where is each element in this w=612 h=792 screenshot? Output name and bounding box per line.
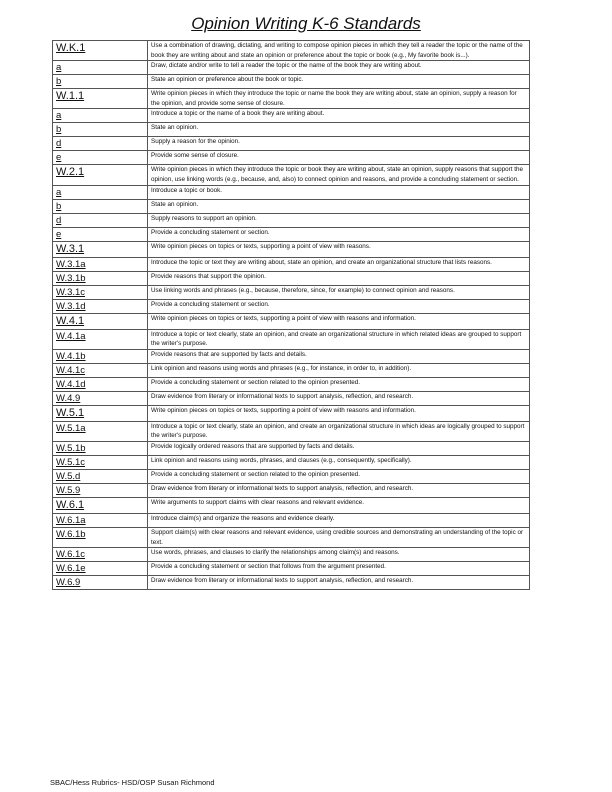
standard-description: Provide some sense of closure.	[148, 151, 530, 165]
standard-description: Use a combination of drawing, dictating, and writing to compose opinion pieces in which they tell a reader the topic or the name of the book they are writing about and state an opinion or preference about the topic or book (e.g., My favorite book is...).	[148, 41, 530, 61]
standard-description: Draw evidence from literary or informational texts to support analysis, reflection, and research.	[148, 483, 530, 497]
standard-description: Provide a concluding statement or section that follows from the argument presented.	[148, 562, 530, 576]
standard-description: Introduce a topic or text clearly, state an opinion, and create an organizational structure in which related ideas are grouped to support the writer's purpose.	[148, 329, 530, 349]
standard-code-cell	[53, 89, 148, 109]
standard-code: W.6.1e	[56, 563, 86, 575]
standard-code-cell	[53, 576, 148, 590]
standard-code-cell	[53, 241, 148, 257]
standard-code-cell	[53, 285, 148, 299]
standard-code-cell	[53, 391, 148, 405]
standard-code-cell	[53, 313, 148, 329]
table-row	[53, 576, 530, 590]
standard-code-cell	[53, 199, 148, 213]
table-row	[53, 151, 530, 165]
standard-code-cell	[53, 455, 148, 469]
standard-code-cell	[53, 271, 148, 285]
table-row	[53, 75, 530, 89]
standard-description: Link opinion and reasons using words and phrases (e.g., for instance, in order to, in addition).	[148, 363, 530, 377]
table-row	[53, 285, 530, 299]
standard-description: Link opinion and reasons using words, phrases, and clauses (e.g., consequently, specifically).	[148, 455, 530, 469]
standard-code-cell	[53, 165, 148, 185]
standard-description: Draw, dictate and/or write to tell a reader the topic or the name of the book they are writing about.	[148, 61, 530, 75]
table-row	[53, 257, 530, 271]
footer-credit: SBAC/Hess Rubrics- HSD/OSP Susan Richmond	[50, 778, 215, 787]
standard-code: W.3.1	[56, 242, 85, 255]
standard-code-cell	[53, 441, 148, 455]
standard-code: W.6.1c	[56, 549, 86, 561]
standard-code: d	[56, 138, 62, 150]
standard-code-cell	[53, 227, 148, 241]
table-row	[53, 513, 530, 527]
standard-code: W.3.1c	[56, 286, 86, 298]
standard-code-cell	[53, 109, 148, 123]
standard-code-cell	[53, 349, 148, 363]
standard-description: Provide a concluding statement or section.	[148, 227, 530, 241]
standard-description: State an opinion.	[148, 199, 530, 213]
table-row	[53, 89, 530, 109]
standard-description: State an opinion.	[148, 123, 530, 137]
standard-description: Introduce a topic or the name of a book they are writing about.	[148, 109, 530, 123]
standard-description: Provide a concluding statement or section related to the opinion presented.	[148, 377, 530, 391]
table-row	[53, 61, 530, 75]
standard-code: W.5.1a	[56, 422, 86, 434]
standard-description: Supply reasons to support an opinion.	[148, 213, 530, 227]
standard-code: W.3.1a	[56, 258, 86, 270]
table-row	[53, 377, 530, 391]
table-row	[53, 241, 530, 257]
table-row	[53, 469, 530, 483]
standard-code: W.4.1a	[56, 330, 86, 342]
table-row	[53, 227, 530, 241]
table-row	[53, 329, 530, 349]
table-row	[53, 562, 530, 576]
standard-code: W.3.1d	[56, 300, 86, 312]
table-row	[53, 199, 530, 213]
standard-code: a	[56, 186, 62, 198]
standard-code: W.4.1d	[56, 378, 86, 390]
standard-description: Write arguments to support claims with clear reasons and relevant evidence.	[148, 497, 530, 513]
standard-code-cell	[53, 562, 148, 576]
standard-code-cell	[53, 75, 148, 89]
standard-description: Draw evidence from literary or informational texts to support analysis, reflection, and research.	[148, 576, 530, 590]
table-row	[53, 421, 530, 441]
table-row	[53, 548, 530, 562]
standard-code-cell	[53, 123, 148, 137]
standard-description: Introduce a topic or text clearly, state an opinion, and create an organizational structure in which ideas are logically grouped to support the writer's purpose.	[148, 421, 530, 441]
standard-description: Support claim(s) with clear reasons and relevant evidence, using credible sources and demonstrating an understanding of the topic or text.	[148, 527, 530, 547]
standard-description: Write opinion pieces in which they introduce the topic or name the book they are writing about, state an opinion, supply a reason for the opinion, and provide some sense of closure.	[148, 89, 530, 109]
standard-code-cell	[53, 213, 148, 227]
standard-code: W.6.1a	[56, 514, 86, 526]
standard-code: a	[56, 62, 62, 74]
table-row	[53, 405, 530, 421]
standard-description: Provide logically ordered reasons that are supported by facts and details.	[148, 441, 530, 455]
table-row	[53, 123, 530, 137]
standard-code-cell	[53, 377, 148, 391]
standard-code: W.4.1	[56, 314, 85, 327]
standard-code: W.5.1c	[56, 456, 86, 468]
standard-code-cell	[53, 527, 148, 547]
standard-code-cell	[53, 548, 148, 562]
standard-description: Write opinion pieces on topics or texts, supporting a point of view with reasons and information.	[148, 405, 530, 421]
standard-code: W.6.1	[56, 498, 85, 511]
standard-description: Draw evidence from literary or informational texts to support analysis, reflection, and research.	[148, 391, 530, 405]
standard-code-cell	[53, 363, 148, 377]
table-row	[53, 109, 530, 123]
table-row	[53, 299, 530, 313]
standard-description: Write opinion pieces in which they introduce the topic or book they are writing about, state an opinion, supply reasons that support the opinion, use linking words (e.g., because, and, also) to connect opinion and reasons, and provide a concluding statement or section.	[148, 165, 530, 185]
standard-description: Provide a concluding statement or section.	[148, 299, 530, 313]
standards-table-body	[53, 41, 530, 590]
standard-code: b	[56, 200, 62, 212]
standard-description: Write opinion pieces on topics or texts, supporting a point of view with reasons and information.	[148, 313, 530, 329]
standard-description: State an opinion or preference about the book or topic.	[148, 75, 530, 89]
standard-description: Provide a concluding statement or section related to the opinion presented.	[148, 469, 530, 483]
table-row	[53, 527, 530, 547]
standard-code-cell	[53, 137, 148, 151]
standard-code: W.5.9	[56, 484, 81, 496]
standard-code: W.5.1b	[56, 442, 86, 454]
standard-description: Provide reasons that support the opinion.	[148, 271, 530, 285]
standard-code-cell	[53, 185, 148, 199]
standard-code: W.2.1	[56, 166, 85, 179]
standard-code-cell	[53, 405, 148, 421]
table-row	[53, 185, 530, 199]
table-row	[53, 137, 530, 151]
standard-description: Use linking words and phrases (e.g., because, therefore, since, for example) to connect opinion and reasons.	[148, 285, 530, 299]
standard-code: W.4.9	[56, 392, 81, 404]
standard-code-cell	[53, 513, 148, 527]
standard-description: Write opinion pieces on topics or texts, supporting a point of view with reasons.	[148, 241, 530, 257]
table-row	[53, 349, 530, 363]
table-row	[53, 497, 530, 513]
standard-description: Introduce the topic or text they are writing about, state an opinion, and create an organizational structure that lists reasons.	[148, 257, 530, 271]
standard-code-cell	[53, 61, 148, 75]
standard-code: W.4.1b	[56, 350, 86, 362]
page-title: Opinion Writing K-6 Standards	[191, 14, 421, 33]
table-row	[53, 391, 530, 405]
table-row	[53, 313, 530, 329]
table-row	[53, 165, 530, 185]
table-row	[53, 455, 530, 469]
standard-description: Introduce claim(s) and organize the reasons and evidence clearly.	[148, 513, 530, 527]
standard-code: e	[56, 152, 62, 164]
table-row	[53, 271, 530, 285]
standard-code-cell	[53, 41, 148, 61]
standard-description: Supply a reason for the opinion.	[148, 137, 530, 151]
standard-description: Use words, phrases, and clauses to clarify the relationships among claim(s) and reasons.	[148, 548, 530, 562]
standard-code-cell	[53, 151, 148, 165]
standards-table	[52, 40, 530, 590]
standard-code: b	[56, 124, 62, 136]
standard-code: d	[56, 214, 62, 226]
table-row	[53, 483, 530, 497]
standard-code-cell	[53, 299, 148, 313]
standard-code-cell	[53, 483, 148, 497]
standard-code: a	[56, 110, 62, 122]
standard-description: Introduce a topic or book.	[148, 185, 530, 199]
standard-code: W.4.1c	[56, 364, 86, 376]
table-row	[53, 41, 530, 61]
standard-code-cell	[53, 421, 148, 441]
standard-code: W.K.1	[56, 42, 86, 54]
standard-description: Provide reasons that are supported by facts and details.	[148, 349, 530, 363]
table-row	[53, 213, 530, 227]
standard-code: W.6.1b	[56, 528, 86, 540]
standard-code-cell	[53, 329, 148, 349]
standard-code: b	[56, 76, 62, 88]
standard-code: W.5.1	[56, 406, 85, 419]
standard-code-cell	[53, 469, 148, 483]
standard-code: W.1.1	[56, 90, 85, 103]
table-row	[53, 363, 530, 377]
table-row	[53, 441, 530, 455]
standard-code: W.6.9	[56, 577, 81, 589]
standard-code: W.3.1b	[56, 272, 86, 284]
standard-code-cell	[53, 257, 148, 271]
standard-code: e	[56, 228, 62, 240]
standard-code-cell	[53, 497, 148, 513]
standard-code: W.5.d	[56, 470, 81, 482]
